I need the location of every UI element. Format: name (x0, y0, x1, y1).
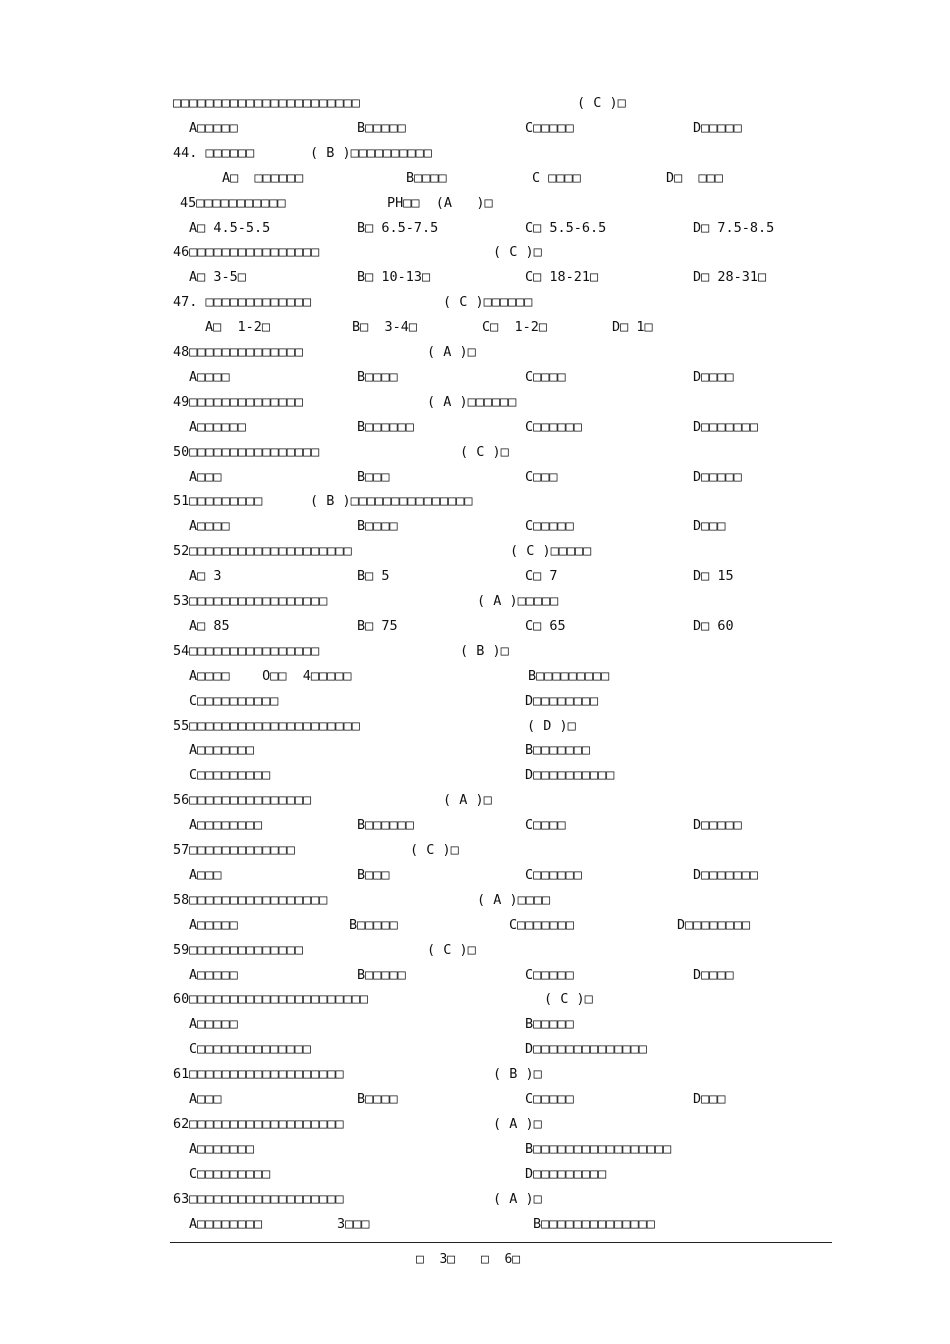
line-segment: B□□□□ (357, 368, 398, 385)
text-line (0, 143, 950, 163)
line-segment: 3□□□ (337, 1215, 370, 1232)
line-text: A□□□□ (189, 518, 230, 535)
text-line (0, 965, 950, 985)
line-segment: B□□□ (357, 866, 390, 883)
text-line (0, 890, 950, 910)
text-line (0, 716, 950, 736)
text-line (0, 342, 950, 362)
line-segment: C□ 65 (525, 617, 566, 634)
line-text: A□□□□□□ (189, 418, 246, 435)
text-line (0, 566, 950, 586)
line-text: 48□□□□□□□□□□□□□□ (173, 344, 304, 360)
line-segment: D□□□□ (693, 368, 734, 385)
line-segment: ( A )□ (427, 344, 476, 360)
line-text: A□□□□□ (189, 1016, 238, 1033)
line-segment: C □□□□ (532, 169, 581, 186)
page-number: □ 3□ (416, 1252, 456, 1267)
line-segment: B□□□□□ (357, 966, 406, 983)
text-line (0, 516, 950, 536)
text-line (0, 1114, 950, 1134)
line-segment: ( C )□□□□□ (510, 543, 592, 560)
line-text: C□□□□□□□□□□ (189, 692, 279, 709)
line-segment: D□□□ (693, 518, 726, 535)
text-line (0, 591, 950, 611)
text-line (0, 865, 950, 885)
line-text: 58□□□□□□□□□□□□□□□□□ (173, 891, 328, 908)
line-text: 45□□□□□□□□□□□ (180, 194, 286, 211)
line-text: 49□□□□□□□□□□□□□□ (173, 393, 304, 410)
text-line (0, 292, 950, 312)
line-segment: B□ 6.5-7.5 (357, 219, 439, 236)
text-line (0, 940, 950, 960)
line-segment: ( C )□ (577, 95, 626, 111)
line-text: 44. □□□□□□ (173, 144, 255, 161)
line-text: 50□□□□□□□□□□□□□□□□ (173, 443, 320, 460)
line-text: A□□□ (189, 468, 222, 485)
text-line (0, 1164, 950, 1184)
text-line (0, 168, 950, 188)
line-segment: ( C )□□□□□□ (443, 294, 533, 311)
text-line (0, 815, 950, 835)
text-line (0, 1089, 950, 1109)
line-text: 47. □□□□□□□□□□□□□ (173, 294, 312, 311)
line-text: A□□□□ O□□ 4□□□□□ (189, 667, 352, 684)
line-segment: C□□□□□□□ (509, 916, 575, 933)
line-segment: D□□□□□□□□□ (525, 1165, 607, 1182)
line-segment: ( A )□□□□ (477, 891, 551, 908)
text-line (0, 242, 950, 262)
line-segment: B□□□□□□□ (525, 742, 591, 759)
line-segment: C□□□□□ (525, 119, 574, 136)
line-text: A□□□□□ (189, 916, 238, 933)
text-line (0, 1039, 950, 1059)
text-line (0, 193, 950, 213)
line-segment: C□□□□ (525, 368, 566, 385)
line-segment: C□□□□□□ (525, 866, 582, 883)
text-line (0, 616, 950, 636)
line-segment: B□□□□□ (357, 119, 406, 136)
line-text: A□ □□□□□□ (222, 169, 304, 186)
text-line (0, 790, 950, 810)
line-text: A□ 85 (189, 617, 230, 634)
line-text: C□□□□□□□□□ (189, 1165, 271, 1182)
line-text: 57□□□□□□□□□□□□□ (173, 842, 295, 858)
line-segment: ( A )□ (443, 792, 492, 809)
line-text: □□□□□□□□□□□□□□□□□□□□□□□ (173, 95, 360, 111)
line-segment: D□□□□□□□ (693, 418, 759, 435)
page-total: □ 6□ (481, 1252, 521, 1267)
text-line (0, 1014, 950, 1034)
line-text: 62□□□□□□□□□□□□□□□□□□□ (173, 1115, 344, 1132)
text-line (0, 442, 950, 462)
line-segment: B□□□□□□□□□□□□□□□□□ (525, 1140, 672, 1157)
line-segment: C□ 18-21□ (525, 269, 599, 286)
text-line (0, 666, 950, 686)
line-text: 51□□□□□□□□□ (173, 493, 263, 510)
line-segment: C□□□□□ (525, 1091, 574, 1107)
text-line (0, 317, 950, 337)
line-segment: B□□□□□□ (357, 418, 414, 435)
line-segment: ( D )□ (527, 717, 576, 734)
line-text: A□□□□□□□ (189, 1140, 255, 1157)
line-segment: ( C )□ (410, 842, 459, 858)
line-segment: D□ 15 (693, 568, 734, 585)
line-text: 52□□□□□□□□□□□□□□□□□□□□ (173, 543, 352, 560)
text-line (0, 118, 950, 138)
text-line (0, 1064, 950, 1084)
line-segment: C□□□ (525, 468, 558, 485)
line-segment: D□ 7.5-8.5 (693, 219, 775, 236)
line-text: A□ 3-5□ (189, 269, 246, 286)
line-text: A□ 1-2□ (205, 319, 271, 336)
line-text: C□□□□□□□□□□□□□□ (189, 1041, 311, 1058)
line-text: A□ 4.5-5.5 (189, 219, 271, 236)
line-segment: B□□□□ (357, 1091, 398, 1107)
line-text: A□□□□□ (189, 119, 238, 136)
line-segment: D□□□□□□□□□□□□□□ (525, 1041, 647, 1058)
line-segment: C□□□□□ (525, 966, 574, 983)
line-segment: B□□□□□ (349, 916, 398, 933)
line-text: 53□□□□□□□□□□□□□□□□□ (173, 593, 328, 609)
line-segment: D□□□□□□□□ (525, 692, 599, 709)
line-segment: B□□□□ (357, 518, 398, 535)
line-segment: ( C )□ (544, 991, 593, 1008)
line-segment: ( B )□ (493, 1066, 542, 1083)
line-segment: B□ 75 (357, 617, 398, 634)
line-text: 60□□□□□□□□□□□□□□□□□□□□□□ (173, 991, 369, 1008)
line-segment: C□□□□□ (525, 518, 574, 535)
text-line (0, 989, 950, 1009)
line-segment: ( A )□ (493, 1190, 542, 1207)
line-segment: D□□□□□□□□ (677, 916, 751, 933)
text-line (0, 392, 950, 412)
text-line (0, 915, 950, 935)
line-segment: C□ 1-2□ (482, 319, 548, 336)
line-segment: D□□□□□□□ (693, 866, 759, 883)
line-segment: D□ 28-31□ (693, 269, 767, 286)
line-segment: B□□□□□□□□□□□□□□ (533, 1215, 655, 1232)
line-text: 46□□□□□□□□□□□□□□□□ (173, 244, 320, 261)
line-segment: D□ 1□ (612, 319, 653, 336)
line-segment: ( C )□ (493, 244, 542, 261)
text-line (0, 1214, 950, 1234)
text-line (0, 740, 950, 760)
line-segment: B□ 10-13□ (357, 269, 431, 286)
line-segment: B□□□□□ (525, 1016, 574, 1033)
text-line (0, 467, 950, 487)
line-text: 54□□□□□□□□□□□□□□□□ (173, 642, 320, 659)
line-segment: D□□□□ (693, 966, 734, 983)
line-segment: C□□□□ (525, 817, 566, 834)
line-text: A□□□ (189, 1091, 222, 1107)
text-line (0, 691, 950, 711)
footer-rule (170, 1242, 832, 1243)
line-segment: ( B )□□□□□□□□□□ (310, 144, 432, 161)
line-segment: B□□□□□□ (357, 817, 414, 834)
line-text: 63□□□□□□□□□□□□□□□□□□□ (173, 1190, 344, 1207)
line-text: A□□□ (189, 866, 222, 883)
line-segment: PH□□ (A )□ (387, 194, 493, 211)
line-segment: B□□□□□□□□□ (528, 667, 610, 684)
text-line (0, 1189, 950, 1209)
line-text: 55□□□□□□□□□□□□□□□□□□□□□ (173, 717, 360, 734)
line-segment: B□ 5 (357, 568, 390, 585)
line-segment: C□ 5.5-6.5 (525, 219, 607, 236)
line-segment: ( C )□ (460, 443, 509, 460)
text-line (0, 765, 950, 785)
text-line (0, 417, 950, 437)
text-line (0, 218, 950, 238)
line-text: 61□□□□□□□□□□□□□□□□□□□ (173, 1066, 344, 1083)
text-line (0, 840, 950, 860)
text-line (0, 641, 950, 661)
line-text: A□□□□□□□ (189, 742, 255, 759)
line-segment: B□□□□ (406, 169, 447, 186)
text-line (0, 491, 950, 511)
line-text: A□□□□□ (189, 966, 238, 983)
line-segment: D□□□□□ (693, 468, 742, 485)
line-segment: B□□□ (357, 468, 390, 485)
line-text: A□□□□□□□□ (189, 1215, 263, 1232)
line-text: A□□□□ (189, 368, 230, 385)
line-segment: ( B )□ (460, 642, 509, 659)
line-text: 59□□□□□□□□□□□□□□ (173, 941, 304, 958)
text-line (0, 267, 950, 287)
line-text: C□□□□□□□□□ (189, 767, 271, 784)
line-segment: ( A )□□□□□□ (427, 393, 517, 410)
line-segment: D□ □□□ (666, 169, 723, 186)
line-segment: D□□□□□ (693, 119, 742, 136)
line-segment: B□ 3-4□ (352, 319, 418, 336)
line-segment: ( B )□□□□□□□□□□□□□□□ (310, 493, 473, 510)
text-line (0, 93, 950, 113)
line-segment: D□□□□□□□□□□ (525, 767, 615, 784)
text-line (0, 1139, 950, 1159)
line-text: 56□□□□□□□□□□□□□□□ (173, 792, 312, 809)
line-text: A□□□□□□□□ (189, 817, 263, 834)
line-text: A□ 3 (189, 568, 222, 585)
line-segment: ( A )□ (493, 1115, 542, 1132)
line-segment: ( A )□□□□□ (477, 593, 559, 609)
line-segment: C□□□□□□ (525, 418, 582, 435)
line-segment: D□□□□□ (693, 817, 742, 834)
line-segment: D□ 60 (693, 617, 734, 634)
line-segment: D□□□ (693, 1091, 726, 1107)
line-segment: ( C )□ (427, 941, 476, 958)
line-segment: C□ 7 (525, 568, 558, 585)
text-line (0, 541, 950, 561)
text-line (0, 367, 950, 387)
